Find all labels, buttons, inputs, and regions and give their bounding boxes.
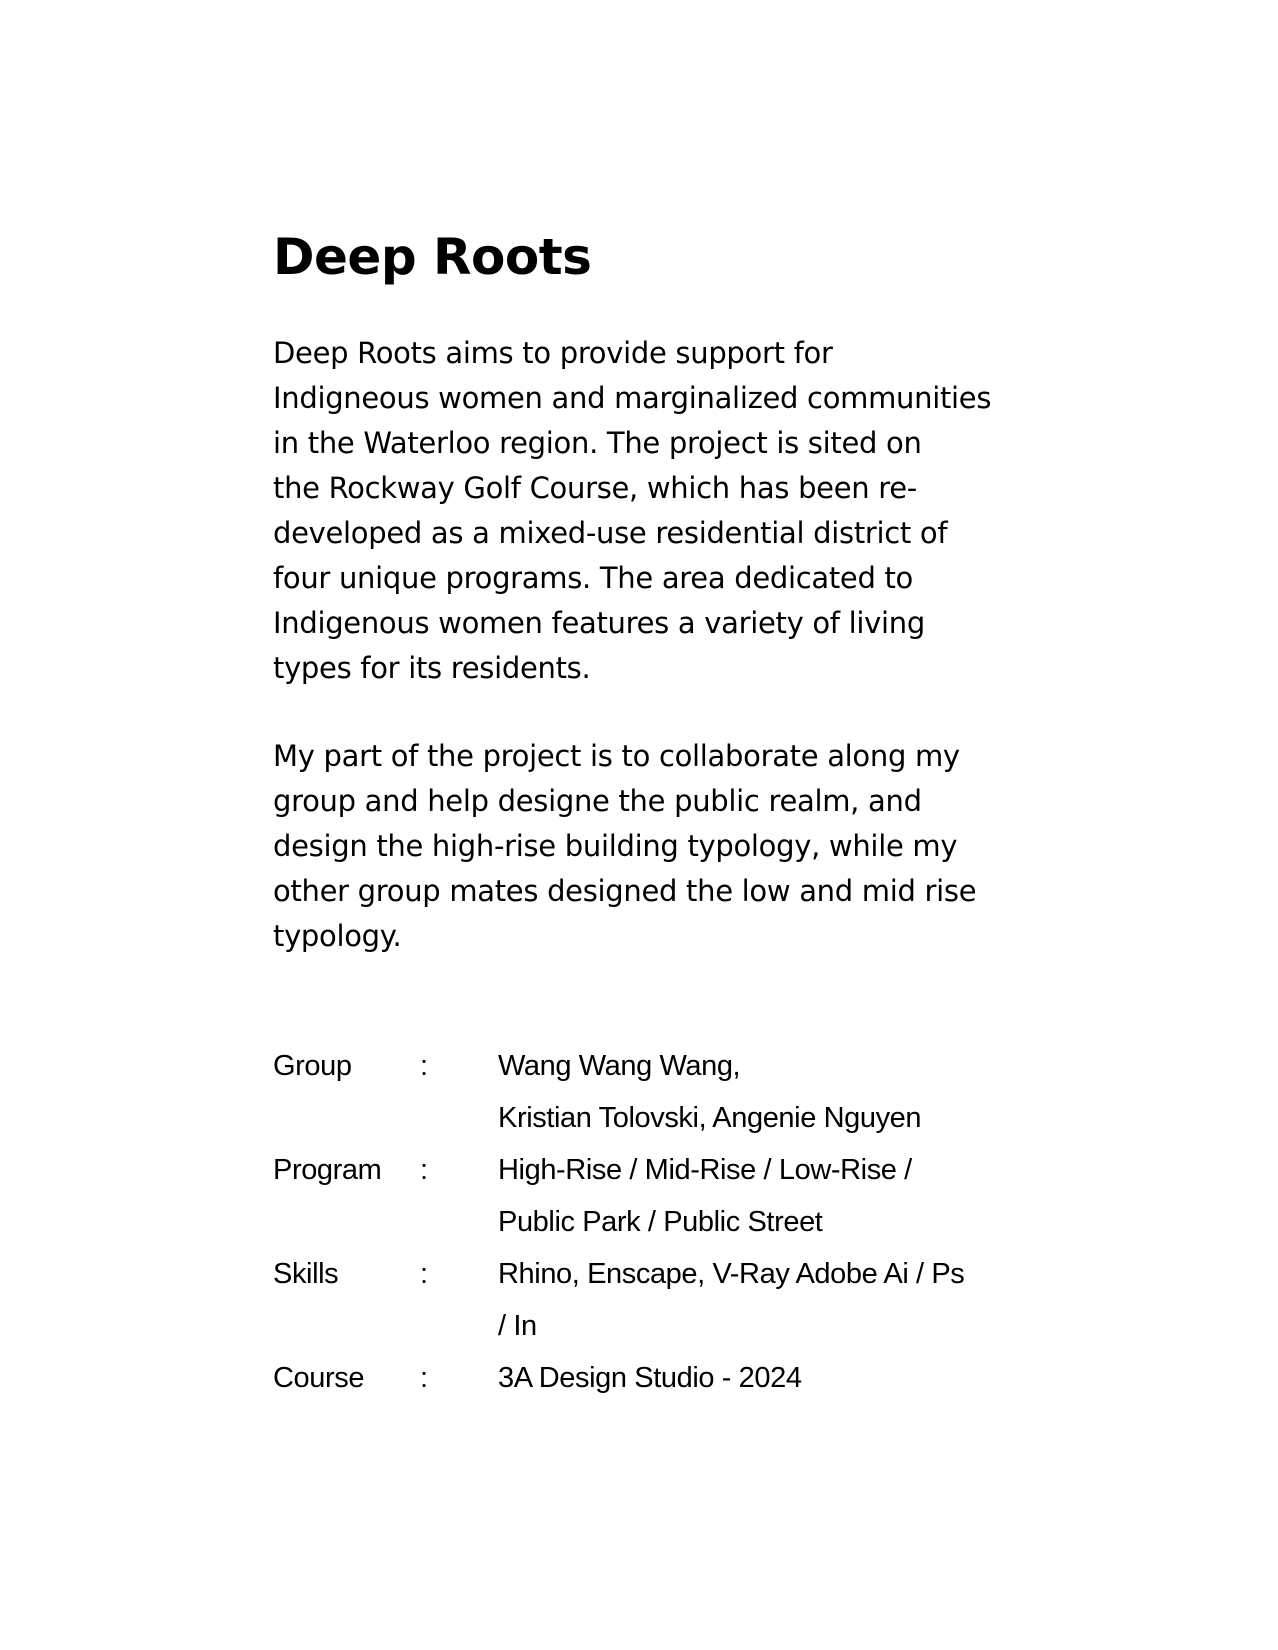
detail-label: Skills [273, 1258, 339, 1290]
detail-value: Kristian Tolovski, Angenie Nguyen [498, 1102, 922, 1134]
paragraph-line: group and help designe the public realm, and [273, 784, 922, 818]
paragraph-line: four unique programs. The area dedicated to [273, 561, 913, 595]
paragraph-line: Indigneous women and marginalized communities [273, 381, 992, 415]
detail-value: High-Rise / Mid-Rise / Low-Rise / [498, 1154, 912, 1186]
detail-label: Course [273, 1362, 365, 1394]
detail-value: 3A Design Studio - 2024 [498, 1362, 802, 1394]
paragraph-line: Indigenous women features a variety of living [273, 606, 925, 640]
detail-separator: : [420, 1050, 428, 1082]
paragraph-line: other group mates designed the low and mid rise [273, 874, 977, 908]
detail-value: / In [498, 1310, 537, 1342]
description-paragraph [273, 331, 991, 691]
detail-value: Public Park / Public Street [498, 1206, 823, 1238]
detail-value: Wang Wang Wang, [498, 1050, 741, 1082]
paragraph-line: developed as a mixed-use residential district of [273, 516, 948, 550]
paragraph-line: in the Waterloo region. The project is sited on [273, 426, 922, 460]
paragraph-line: My part of the project is to collaborate along my [273, 739, 960, 773]
detail-separator: : [420, 1362, 428, 1394]
paragraph-line: types for its residents. [273, 651, 591, 685]
detail-separator: : [420, 1258, 428, 1290]
paragraph-line: the Rockway Golf Course, which has been re- [273, 471, 917, 505]
detail-label: Program [273, 1154, 382, 1186]
paragraph-line: typology. [273, 919, 402, 953]
paragraph-line: design the high-rise building typology, while my [273, 829, 958, 863]
detail-label: Group [273, 1050, 352, 1082]
page-title: Deep Roots [273, 228, 592, 286]
role-paragraph [273, 734, 976, 959]
detail-value: Rhino, Enscape, V-Ray Adobe Ai / Ps [498, 1258, 965, 1290]
detail-separator: : [420, 1154, 428, 1186]
paragraph-line: Deep Roots aims to provide support for [273, 336, 833, 370]
